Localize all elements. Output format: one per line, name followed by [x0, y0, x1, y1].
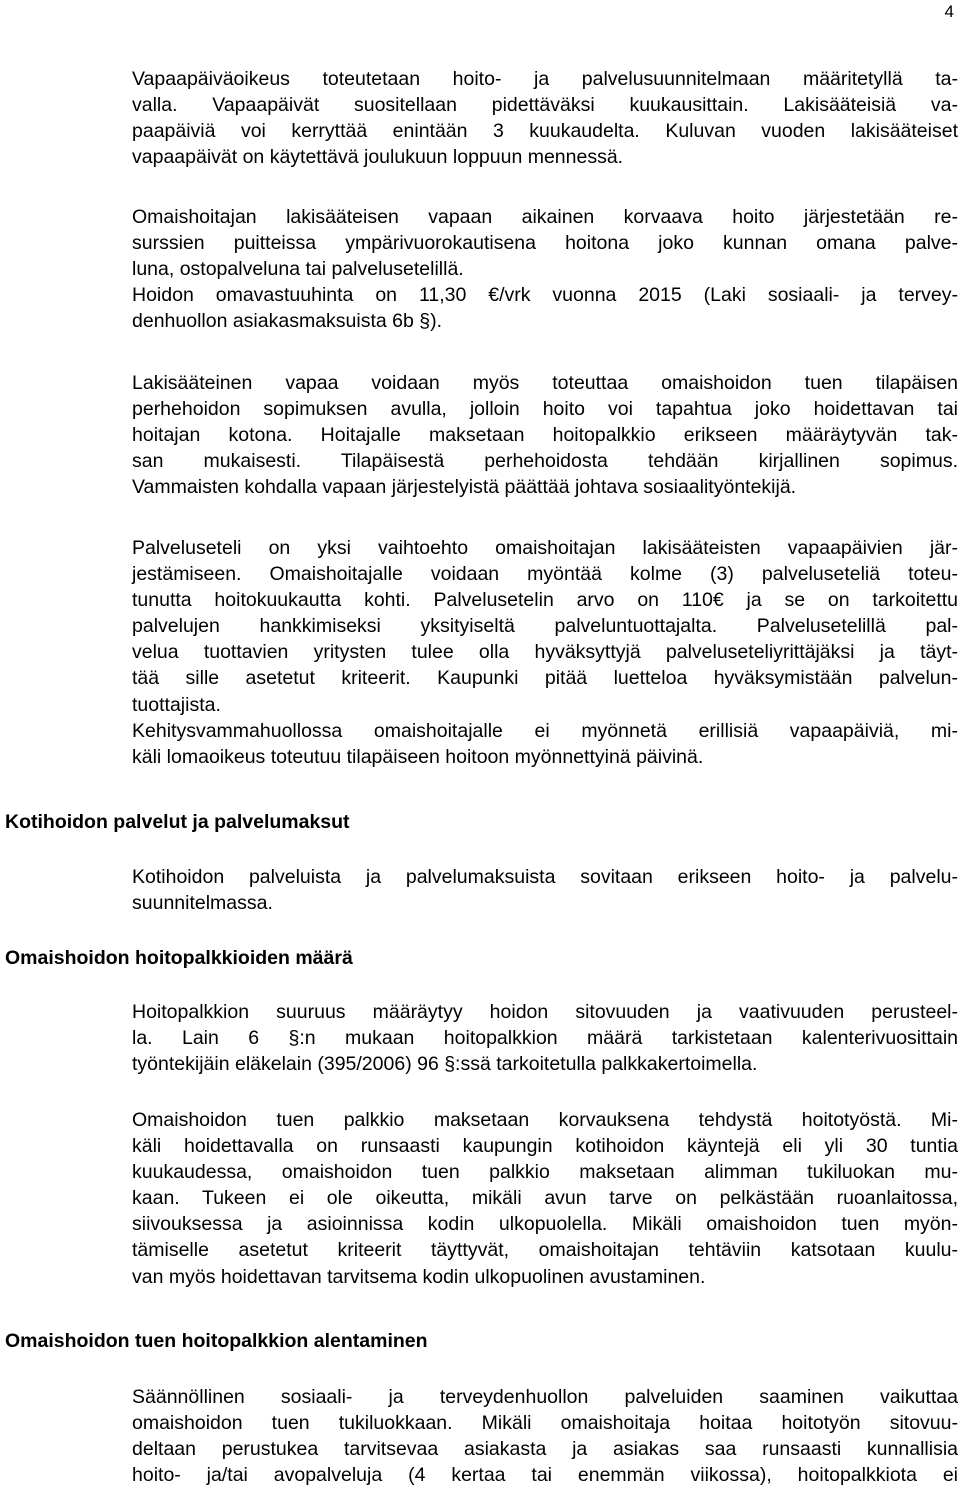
text-line: hoito- ja/tai avopalveluja (4 kertaa tai enemmän viikossa), hoitopalkkiota ei [132, 1464, 958, 1487]
paragraph-fee-size [132, 999, 958, 1077]
paragraph-fee-reduction [132, 1384, 958, 1488]
text-line: Vammaisten kohdalla vapaan järjestelyistä päättää johtava sosiaalityöntekijä. [132, 476, 797, 499]
text-line: Lakisääteinen vapaa voidaan myös toteuttaa omaishoidon tuen tilapäisen [132, 372, 958, 394]
text-line: kuukaudessa, omaishoidon tuen palkkio maksetaan alimman tukiluokan mu- [132, 1161, 958, 1184]
text-line: Omaishoitajan lakisääteisen vapaan aikainen korvaava hoito järjestetään re- [132, 206, 958, 228]
text-line: Omaishoidon tuen palkkio maksetaan korvauksena tehdystä hoitotyöstä. Mi- [132, 1109, 958, 1131]
text-line: tuottajista. [132, 693, 221, 716]
text-line: Hoitopalkkion suuruus määräytyy hoidon sitovuuden ja vaativuuden perusteel- [132, 1001, 958, 1023]
paragraph-service-voucher [132, 535, 958, 770]
text-line: palvelujen hankkimiseksi yksityiseltä palveluntuottajalta. Palvelusetelillä pal- [132, 615, 958, 638]
text-line: perhehoidon sopimuksen avulla, jolloin hoito voi tapahtua joko hoidettavan tai [132, 398, 958, 421]
heading-home-care-services: Kotihoidon palvelut ja palvelumaksut [5, 811, 350, 833]
text-line: Säännöllinen sosiaali- ja terveydenhuollon palveluiden saaminen vaikuttaa [132, 1386, 958, 1408]
text-line: kaan. Tukeen ei ole oikeutta, mikäli avun tarve on pelkästään ruoanlaitossa, [132, 1187, 958, 1210]
text-line: käli lomaoikeus toteutuu tilapäiseen hoitoon myönnettyinä päivinä. [132, 745, 704, 768]
paragraph-home-care [132, 864, 958, 916]
text-line: denhuollon asiakasmaksuista 6b §). [132, 310, 443, 333]
page-number: 4 [944, 2, 954, 21]
paragraph-family-care [132, 370, 958, 500]
heading-fee-reduction: Omaishoidon tuen hoitopalkkion alentaminen [5, 1330, 428, 1352]
heading-care-fee-amount: Omaishoidon hoitopalkkioiden määrä [5, 947, 353, 969]
paragraph-substitute-care [132, 204, 958, 334]
text-line: velua tuottavien yritysten tulee olla hyväksyttyjä palveluseteliyrittäjäksi ja täyt- [132, 641, 958, 664]
text-line: Hoidon omavastuuhinta on 11,30 €/vrk vuonna 2015 (Laki sosiaali- ja tervey- [132, 284, 958, 307]
text-line: surssien puitteissa ympärivuorokautisena hoitona joko kunnan omana palve- [132, 232, 958, 255]
text-line: deltaan perustukea tarvitsevaa asiakasta ja asiakas saa runsaasti kunnallisia [132, 1438, 958, 1461]
text-line: tää sille asetetut kriteerit. Kaupunki pitää luetteloa hyväksymistään palvelun- [132, 667, 958, 690]
text-line: paapäiviä voi kerryttää enintään 3 kuukaudelta. Kuluvan vuoden lakisääteiset [132, 120, 958, 143]
text-line: Kotihoidon palveluista ja palvelumaksuista sovitaan erikseen hoito- ja palvelu- [132, 866, 958, 888]
text-line: luna, ostopalveluna tai palvelusetelillä. [132, 258, 464, 281]
text-line: työntekijäin eläkelain (395/2006) 96 §:ssä tarkoitetulla palkkakertoimella. [132, 1053, 758, 1076]
paragraph-vacation-days [132, 66, 958, 170]
text-line: omaishoidon tuen tukiluokkaan. Mikäli omaishoitaja hoitaa hoitotyön sitovuu- [132, 1412, 958, 1435]
text-line: suunnitelmassa. [132, 892, 273, 915]
text-line: hoitajan kotona. Hoitajalle maksetaan hoitopalkkio erikseen määräytyvän tak- [132, 424, 958, 447]
text-line: tunutta hoitokuukautta kohti. Palvelusetelin arvo on 110€ ja se on tarkoitettu [132, 589, 958, 612]
text-line: siivouksessa ja asioinnissa kodin ulkopuolella. Mikäli omaishoidon tuen myön- [132, 1213, 958, 1236]
text-line: tämiselle asetetut kriteerit täyttyvät, omaishoitajan tehtäviin katsotaan kuulu- [132, 1239, 958, 1262]
text-line: käli hoidettavalla on runsaasti kaupungin kotihoidon käyntejä eli yli 30 tuntia [132, 1135, 958, 1158]
text-line: van myös hoidettavan tarvitsema kodin ulkopuolinen avustaminen. [132, 1265, 706, 1288]
paragraph-fee-payment [132, 1107, 958, 1290]
text-line: san mukaisesti. Tilapäisestä perhehoidosta tehdään kirjallinen sopimus. [132, 450, 958, 473]
text-line: jestämiseen. Omaishoitajalle voidaan myöntää kolme (3) palveluseteliä toteu- [132, 563, 958, 586]
text-line: vapaapäivät on käytettävä joulukuun loppuun mennessä. [132, 146, 624, 169]
text-line: Kehitysvammahuollossa omaishoitajalle ei myönnetä erillisiä vapaapäiviä, mi- [132, 719, 958, 742]
text-line: Palveluseteli on yksi vaihtoehto omaishoitajan lakisääteisten vapaapäivien jär- [132, 537, 958, 559]
text-line: valla. Vapaapäivät suositellaan pidettäväksi kuukausittain. Lakisääteisiä va- [132, 94, 958, 117]
text-line: Vapaapäiväoikeus toteutetaan hoito- ja palvelusuunnitelmaan määritetyllä ta- [132, 68, 958, 90]
text-line: la. Lain 6 §:n mukaan hoitopalkkion määrä tarkistetaan kalenterivuosittain [132, 1027, 958, 1050]
